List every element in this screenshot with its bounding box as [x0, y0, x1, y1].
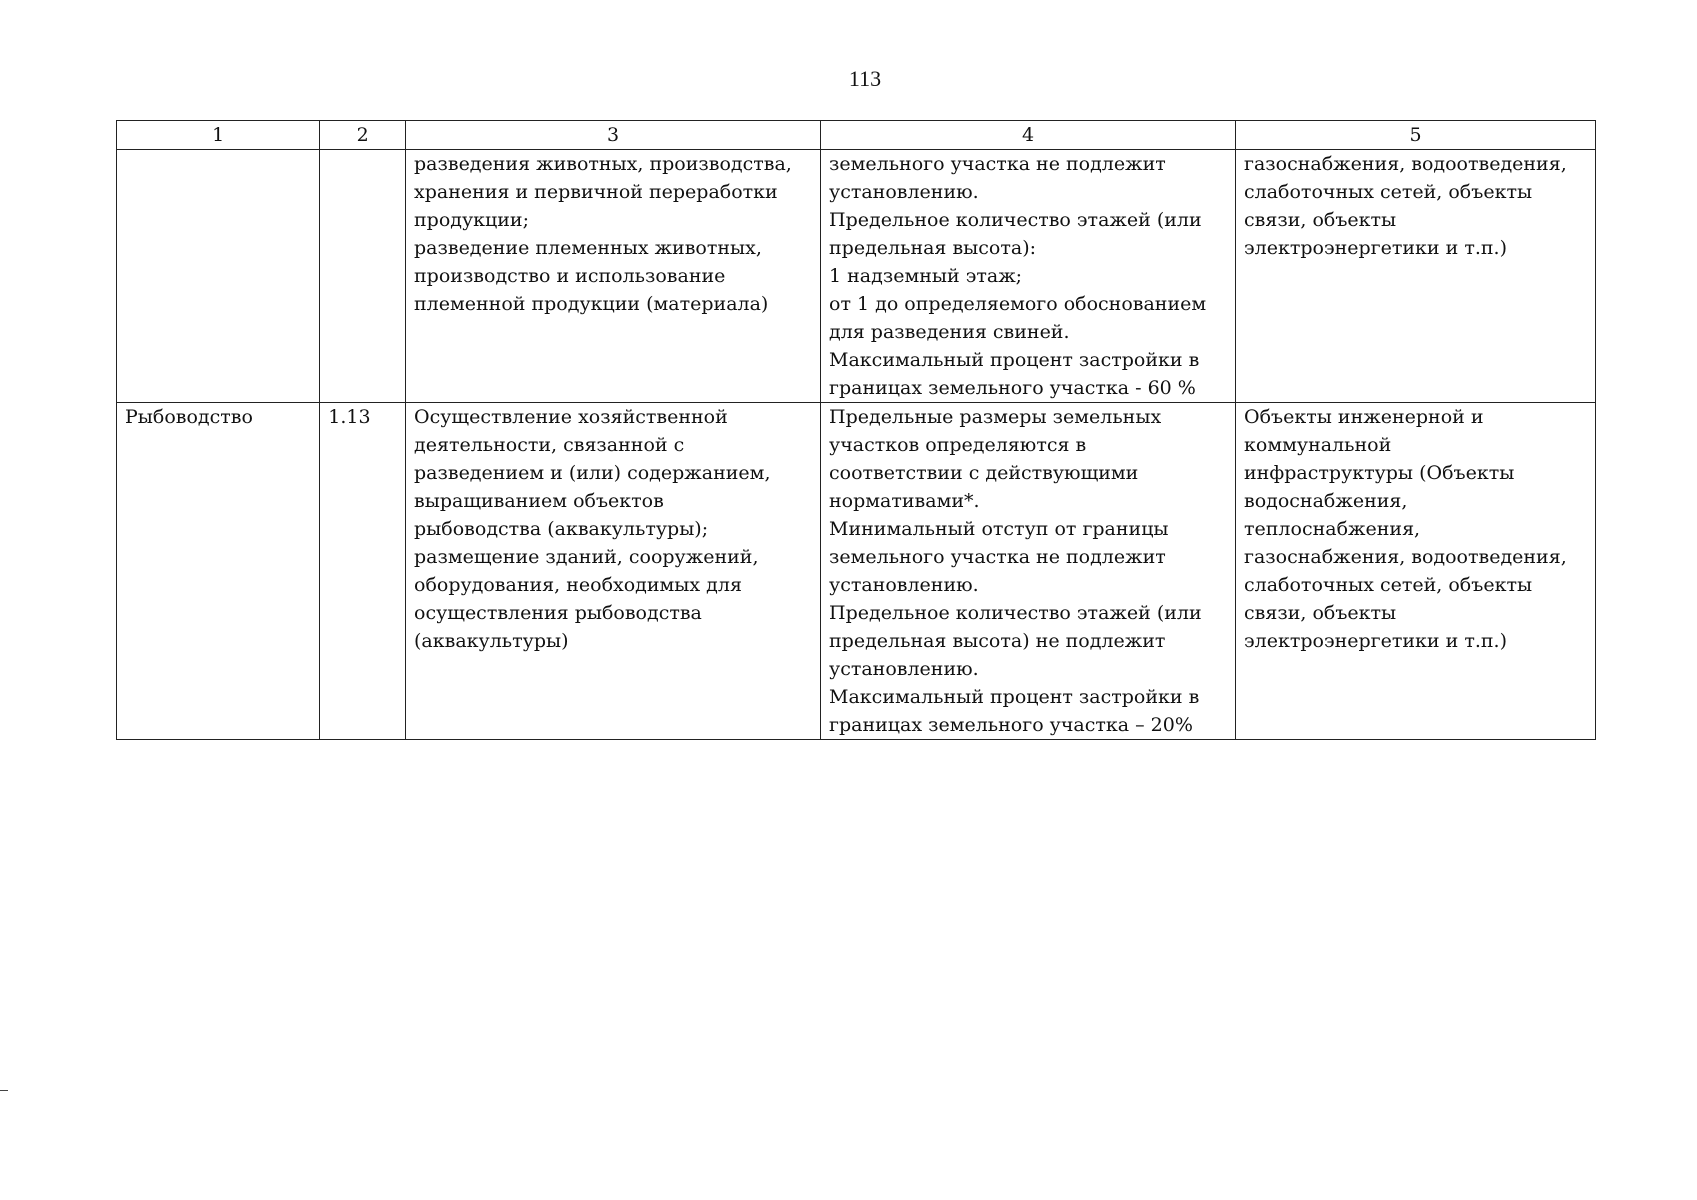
cell-text-line: предельная высота): [829, 237, 1037, 259]
cell-text-line: установлению. [829, 181, 979, 203]
cell-text-line: установлению. [829, 574, 979, 596]
cell-text-line: электроэнергетики и т.п.) [1244, 237, 1507, 259]
cell-text-line: теплоснабжения, [1244, 518, 1421, 540]
cell-text-line: деятельности, связанной с [414, 434, 685, 456]
land-use-table [116, 120, 1596, 740]
cell-text-line: осуществления рыбоводства [414, 602, 702, 624]
table-row [117, 403, 1596, 740]
cell-text-line: Максимальный процент застройки в [829, 349, 1200, 371]
cell-text-line: Максимальный процент застройки в [829, 686, 1200, 708]
margin-mark [0, 1090, 8, 1091]
auxiliary-objects-cell [1236, 403, 1596, 740]
cell-text-line: оборудования, необходимых для [414, 574, 742, 596]
cell-text-line: разведением и (или) содержанием, [414, 462, 771, 484]
description-cell [406, 403, 821, 740]
cell-text-line: границах земельного участка - 60 % [829, 377, 1196, 399]
cell-text-line: предельная высота) не подлежит [829, 630, 1166, 652]
cell-text-line: установлению. [829, 658, 979, 680]
use-name-cell [117, 150, 320, 403]
code-cell [320, 403, 406, 740]
header-cell-2: 2 [320, 121, 406, 150]
cell-text-line: производство и использование [414, 265, 726, 287]
cell-text-line: связи, объекты [1244, 602, 1397, 624]
cell-text-line: (аквакультуры) [414, 630, 569, 652]
cell-text-line: размещение зданий, сооружений, [414, 546, 759, 568]
cell-text-line: Минимальный отступ от границы [829, 518, 1169, 540]
cell-text-line: разведения животных, производства, [414, 153, 792, 175]
code-cell [320, 150, 406, 403]
header-cell-3: 3 [406, 121, 821, 150]
cell-text-line: земельного участка не подлежит [829, 546, 1166, 568]
cell-text-line: хранения и первичной переработки [414, 181, 778, 203]
cell-text-line: слаботочных сетей, объекты [1244, 574, 1533, 596]
cell-text-line: границах земельного участка – 20% [829, 714, 1193, 736]
cell-text-line: для разведения свиней. [829, 321, 1070, 343]
cell-text-line: соответствии с действующими [829, 462, 1139, 484]
description-cell [406, 150, 821, 403]
cell-text-line: 1.13 [328, 406, 371, 428]
cell-text-line: выращиванием объектов [414, 490, 664, 512]
cell-text-line: Предельное количество этажей (или [829, 602, 1202, 624]
use-name-cell [117, 403, 320, 740]
cell-text-line: Осуществление хозяйственной [414, 406, 728, 428]
cell-text-line: Предельное количество этажей (или [829, 209, 1202, 231]
table-row [117, 150, 1596, 403]
header-row [117, 121, 1596, 150]
cell-text-line: 1 надземный этаж; [829, 265, 1023, 287]
cell-text-line: слаботочных сетей, объекты [1244, 181, 1533, 203]
cell-text-line: от 1 до определяемого обоснованием [829, 293, 1207, 315]
cell-text-line: газоснабжения, водоотведения, [1244, 153, 1567, 175]
cell-text-line: водоснабжения, [1244, 490, 1408, 512]
cell-text-line: участков определяются в [829, 434, 1087, 456]
cell-text-line: рыбоводства (аквакультуры); [414, 518, 709, 540]
cell-text-line: разведение племенных животных, [414, 237, 762, 259]
cell-text-line: инфраструктуры (Объекты [1244, 462, 1515, 484]
cell-text-line: нормативами*. [829, 490, 980, 512]
header-cell-4: 4 [821, 121, 1236, 150]
cell-text-line: Объекты инженерной и [1244, 406, 1484, 428]
auxiliary-objects-cell [1236, 150, 1596, 403]
cell-text-line: Рыбоводство [125, 406, 253, 428]
cell-text-line: коммунальной [1244, 434, 1392, 456]
cell-text-line: электроэнергетики и т.п.) [1244, 630, 1507, 652]
cell-text-line: продукции; [414, 209, 529, 231]
cell-text-line: земельного участка не подлежит [829, 153, 1166, 175]
parameters-cell [821, 150, 1236, 403]
page-number: 113 [848, 66, 882, 91]
header-cell-5: 5 [1236, 121, 1596, 150]
cell-text-line: газоснабжения, водоотведения, [1244, 546, 1567, 568]
cell-text-line: племенной продукции (материала) [414, 293, 769, 315]
cell-text-line: Предельные размеры земельных [829, 406, 1162, 428]
parameters-cell [821, 403, 1236, 740]
header-cell-1: 1 [117, 121, 320, 150]
cell-text-line: связи, объекты [1244, 209, 1397, 231]
